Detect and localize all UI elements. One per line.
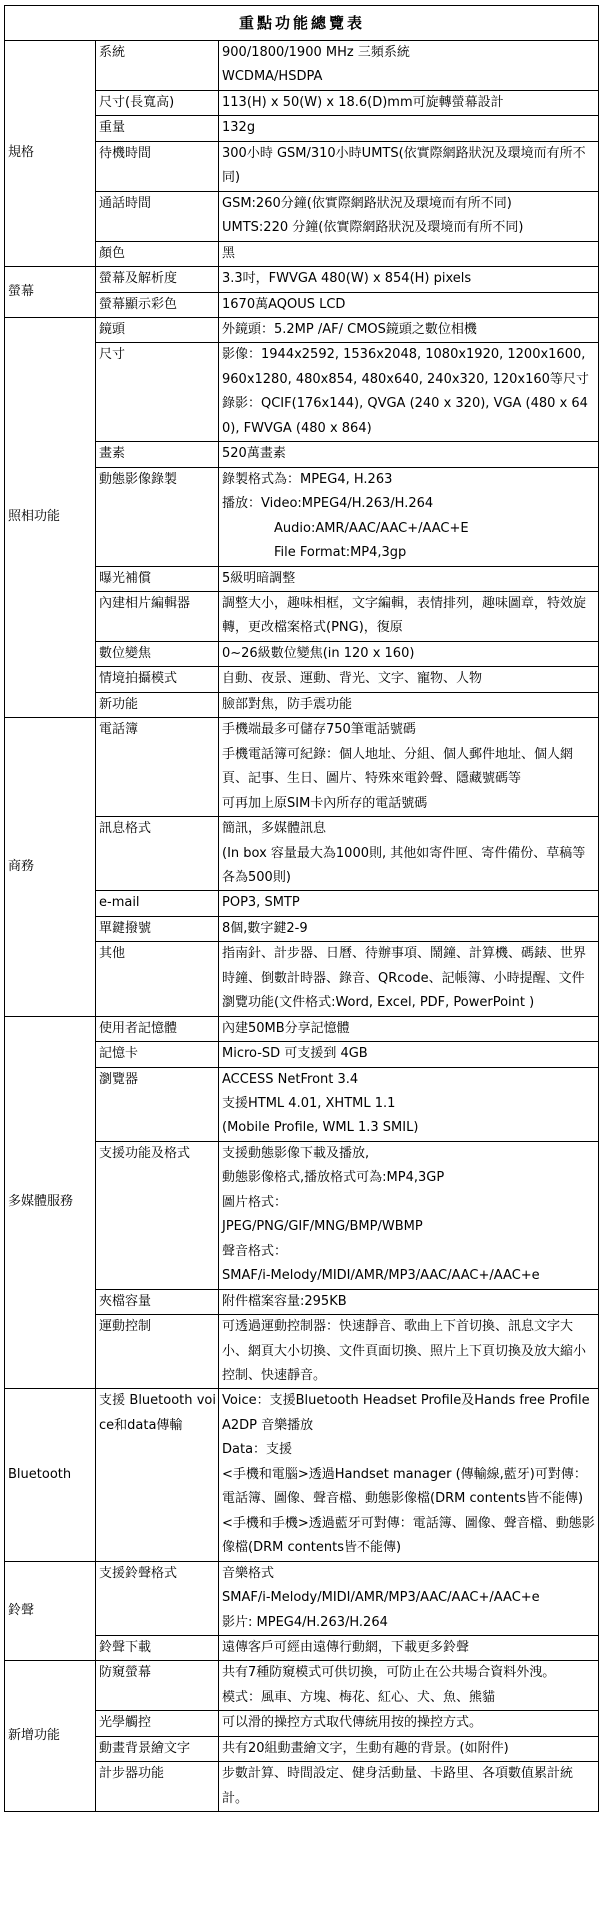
category-cell: 螢幕 [5,267,96,318]
feature-label: 待機時間 [96,141,219,191]
table-row [5,1016,599,1041]
feature-label: 訊息格式 [96,817,219,891]
feature-value [219,90,599,115]
value-line: 113(H) x 50(W) x 18.6(D)mm可旋轉螢幕設計 [222,94,504,110]
value-line: 內建50MB分享記憶體 [222,1020,350,1036]
category-cell: Bluetooth [5,1389,96,1561]
category-cell: 照相功能 [5,317,96,717]
feature-value [219,317,599,342]
feature-value [219,718,599,817]
feature-label: 系統 [96,41,219,91]
feature-label: 使用者記憶體 [96,1016,219,1041]
value-line: <手機和電腦>透過Handset manager (傳輸線,藍牙)可對傳：電話簿、圖像、聲音檔、動態影像檔(DRM contents皆不能傳) [222,1466,587,1507]
feature-label: 支援 Bluetooth voice和data傳輸 [96,1389,219,1561]
feature-label: 通話時間 [96,191,219,241]
feature-label: 螢幕顯示彩色 [96,292,219,317]
table-row [5,267,599,292]
feature-value [219,692,599,717]
category-cell: 規格 [5,41,96,267]
feature-value [219,1389,599,1561]
feature-value [219,916,599,941]
feature-value [219,1042,599,1067]
feature-label: e-mail [96,891,219,916]
feature-label: 新功能 [96,692,219,717]
feature-label: 動態影像錄製 [96,467,219,566]
feature-label: 支援鈴聲格式 [96,1561,219,1635]
value-line: 共有20組動畫繪文字，生動有趣的背景。(如附件) [222,1740,509,1756]
value-line: 手機電話簿可紀錄：個人地址、分組、個人郵件地址、個人網頁、記事、生日、圖片、特殊來電鈴聲、隱藏號碼等 [222,746,574,787]
feature-label: 夾檔容量 [96,1289,219,1314]
feature-value [219,1661,599,1711]
spec-overview-table [4,5,599,1812]
feature-value [219,1762,599,1812]
feature-value [219,591,599,641]
feature-label: 防窺螢幕 [96,1661,219,1711]
feature-label: 內建相片編輯器 [96,591,219,641]
feature-value [219,267,599,292]
value-line: File Format:MP4,3gp [274,545,407,561]
value-line: WCDMA/HSDPA [222,69,323,85]
value-line: 5級明暗調整 [222,570,296,586]
value-line: 黑 [222,245,236,261]
value-line: 1670萬AQOUS LCD [222,296,346,312]
feature-label: 動畫背景繪文字 [96,1736,219,1761]
value-line: 900/1800/1900 MHz 三頻系統 [222,45,410,60]
value-line: 支援HTML 4.01, XHTML 1.1 [222,1096,396,1112]
value-line: 步數計算、時間設定、健身活動量、卡路里、各項數值累計統計。 [222,1766,574,1806]
feature-value [219,891,599,916]
feature-label: 顏色 [96,241,219,266]
value-line: 調整大小，趣味相框，文字編輯，表情排列，趣味圖章，特效旋轉，更改檔案格式(PNG)，復原 [222,595,587,636]
feature-label: 重量 [96,116,219,141]
feature-label: 其他 [96,942,219,1016]
feature-value [219,1711,599,1736]
value-line: 播放：Video:MPEG4/H.263/H.264 [222,496,434,512]
value-line: 共有7種防窺模式可供切換，可防止在公共場合資料外洩。 [222,1665,556,1681]
feature-value [219,116,599,141]
feature-value [219,1141,599,1289]
value-line: 影像：1944x2592, 1536x2048, 1080x1920, 1200x1600, 960x1280, 480x854, 480x640, 240x320, 120x160等尺寸 [222,347,589,387]
value-line: 自動、夜景、運動、背光、文字、寵物、人物 [222,671,483,687]
value-line: 附件檔案容量:295KB [222,1293,347,1309]
value-line: 520萬畫素 [222,446,286,462]
value-line: 8個,數字鍵2-9 [222,920,308,936]
value-line: 音樂格式 [222,1565,275,1581]
value-line: 指南針、計步器、日曆、待辦事項、鬧鐘、計算機、碼錶、世界時鐘、倒數計時器、錄音、QRcode、記帳簿、小時提醒、文件瀏覽功能(文件格式:Word, Excel, PDF, PowerPoint ) [222,946,587,1011]
value-line: (Mobile Profile, WML 1.3 SMIL) [222,1120,419,1136]
table-title: 重點功能總覽表 [5,6,599,41]
feature-value [219,1315,599,1389]
feature-label: 螢幕及解析度 [96,267,219,292]
feature-value [219,817,599,891]
value-line: 0~26級數位變焦(in 120 x 160) [222,645,415,661]
value-line: 可再加上原SIM卡內所存的電話號碼 [222,795,428,811]
table-row [5,1389,599,1561]
feature-label: 記憶卡 [96,1042,219,1067]
feature-label: 光學觸控 [96,1711,219,1736]
feature-value [219,1636,599,1661]
value-line: UMTS:220 分鐘(依實際網路狀況及環境而有所不同) [222,220,524,236]
table-row [5,41,599,91]
feature-label: 運動控制 [96,1315,219,1389]
feature-value [219,667,599,692]
value-line: <手機和手機>透過藍牙可對傳：電話簿、圖像、聲音檔、動態影像檔(DRM contents皆不能傳) [222,1515,595,1556]
value-line: 影片: MPEG4/H.263/H.264 [222,1614,388,1630]
value-line: 錄製格式為：MPEG4, H.263 [222,471,393,487]
category-cell: 鈴聲 [5,1561,96,1661]
feature-value [219,343,599,442]
value-line: 可透過運動控制器：快速靜音、歌曲上下首切換、訊息文字大小、網頁大小切換、文件頁面切換、照片上下頁切換及放大縮小控制、快速靜音。 [222,1319,587,1384]
value-line: 外鏡頭：5.2MP /AF/ CMOS鏡頭之數位相機 [222,321,477,337]
feature-value [219,141,599,191]
value-line: 300小時 GSM/310小時UMTS(依實際網路狀況及環境而有所不同) [222,145,586,186]
feature-label: 鏡頭 [96,317,219,342]
feature-value [219,942,599,1016]
feature-value [219,442,599,467]
value-line: 可以滑的操控方式取代傳統用按的操控方式。 [222,1715,483,1731]
value-line: 聲音格式： [222,1243,288,1259]
feature-value [219,292,599,317]
feature-label: 瀏覽器 [96,1067,219,1141]
feature-label: 支援功能及格式 [96,1141,219,1289]
value-line: 圖片格式： [222,1194,288,1210]
feature-label: 曝光補償 [96,566,219,591]
category-cell: 新增功能 [5,1661,96,1812]
feature-label: 計步器功能 [96,1762,219,1812]
feature-value [219,641,599,666]
value-line: (In box 容量最大為1000則, 其他如寄件匣、寄件備份、草稿等各為500則) [222,845,586,885]
table-row [5,1661,599,1711]
feature-label: 單鍵撥號 [96,916,219,941]
value-line: POP3, SMTP [222,895,300,911]
value-line: SMAF/i-Melody/MIDI/AMR/MP3/AAC/AAC+/AAC+e [222,1268,540,1284]
value-line: 3.3吋，FWVGA 480(W) x 854(H) pixels [222,271,472,287]
category-cell: 多媒體服務 [5,1016,96,1389]
value-line: 支援動態影像下載及播放, [222,1145,370,1161]
feature-value [219,41,599,91]
feature-value [219,1067,599,1141]
value-line: 手機端最多可儲存750筆電話號碼 [222,722,416,738]
value-line: 錄影：QCIF(176x144), QVGA (240 x 320), VGA (480 x 640), FWVGA (480 x 864) [222,396,588,436]
feature-value [219,1736,599,1761]
feature-label: 情境拍攝模式 [96,667,219,692]
feature-value [219,467,599,566]
feature-value [219,566,599,591]
feature-value [219,191,599,241]
feature-label: 尺寸(長寬高) [96,90,219,115]
value-line: SMAF/i-Melody/MIDI/AMR/MP3/AAC/AAC+/AAC+e [222,1590,540,1606]
value-line: Voice：支援Bluetooth Headset Profile及Hands free Profile [222,1393,590,1409]
table-row [5,718,599,817]
value-line: GSM:260分鐘(依實際網路狀況及環境而有所不同) [222,195,512,211]
feature-value [219,1016,599,1041]
value-line: 動態影像格式,播放格式可為:MP4,3GP [222,1170,445,1186]
value-line: 132g [222,120,256,136]
value-line: 簡訊，多媒體訊息 [222,821,327,837]
feature-value [219,241,599,266]
value-line: ACCESS NetFront 3.4 [222,1071,359,1087]
value-line: 模式：風車、方塊、梅花、紅心、犬、魚、熊貓 [222,1689,496,1705]
category-cell: 商務 [5,718,96,1016]
feature-label: 電話簿 [96,718,219,817]
value-line: JPEG/PNG/GIF/MNG/BMP/WBMP [222,1219,423,1235]
value-line: A2DP 音樂播放 [222,1417,314,1433]
feature-label: 鈴聲下載 [96,1636,219,1661]
table-row [5,1561,599,1635]
value-line: Micro-SD 可支援到 4GB [222,1046,368,1062]
value-line: Audio:AMR/AAC/AAC+/AAC+E [274,520,469,536]
feature-label: 畫素 [96,442,219,467]
feature-value [219,1561,599,1635]
feature-value [219,1289,599,1314]
value-line: 臉部對焦，防手震功能 [222,696,353,712]
table-row [5,317,599,342]
value-line: Data：支援 [222,1442,293,1458]
feature-label: 尺寸 [96,343,219,442]
title-row [5,6,599,41]
value-line: 遠傳客戶可經由遠傳行動網，下載更多鈴聲 [222,1640,470,1655]
feature-label: 數位變焦 [96,641,219,666]
